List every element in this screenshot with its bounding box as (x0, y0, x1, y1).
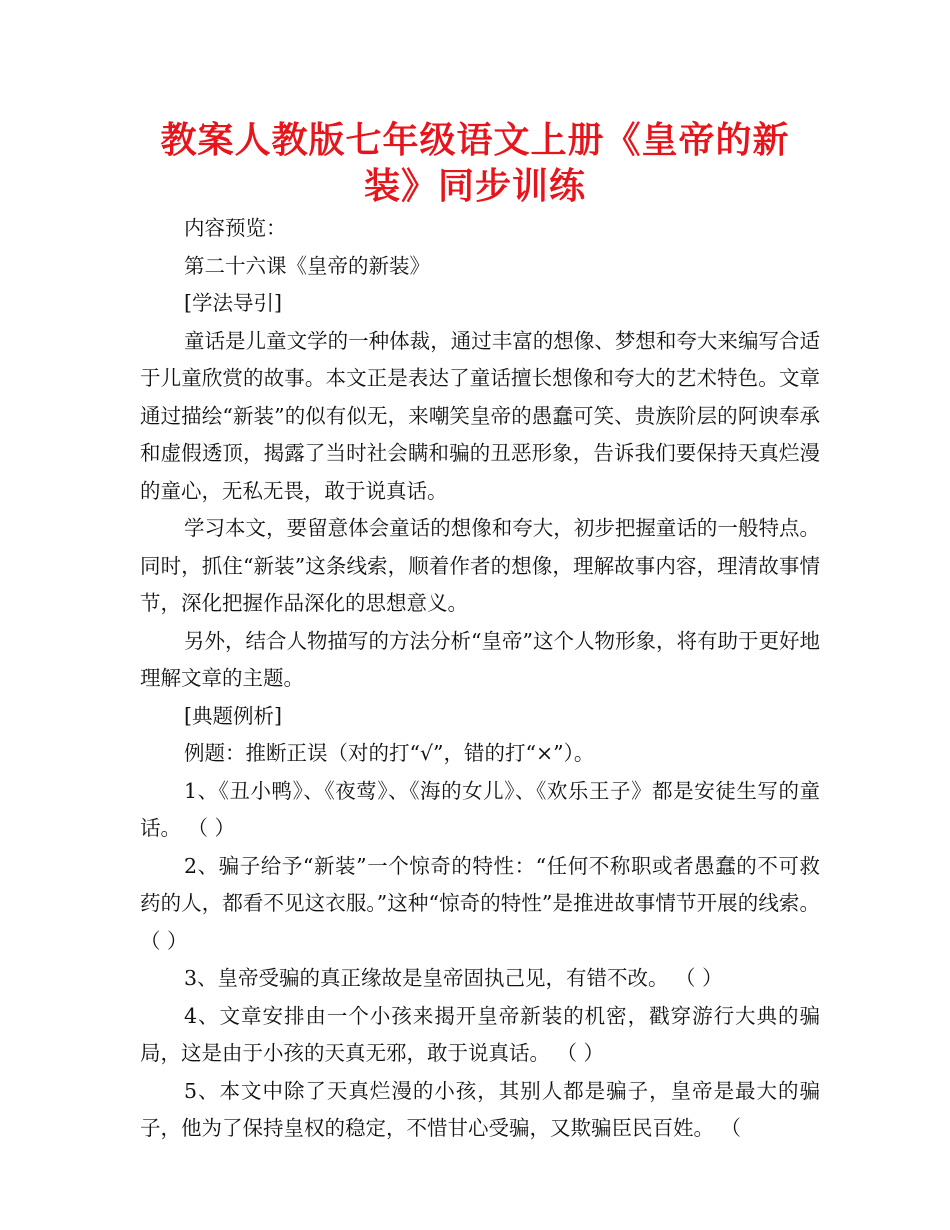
preview-label: 内容预览： (184, 216, 287, 240)
study-paragraph: 学习本文，要留意体会童话的想像和夸大，初步把握童话的一般特点。同时，抓住“新装”这条线索，顺着作者的想像，理解故事内容，理清故事情节，深化把握作品深化的思想意义。 (140, 516, 820, 615)
question-item: 3、皇帝受骗的真正缘故是皇帝固执己见，有错不改。 （ ） (184, 966, 723, 990)
document-body (140, 210, 820, 1148)
question-item: 5、本文中除了天真烂漫的小孩，其别人都是骗子，皇帝是最大的骗子，他为了保持皇权的稳定，不惜甘心受骗，又欺骗臣民百姓。 （ (140, 1078, 820, 1140)
document-title-line-1: 教案人教版七年级语文上册《皇帝的新 (160, 120, 790, 161)
question-item: 2、骗子给予“新装”一个惊奇的特性：“任何不称职或者愚蠢的不可救药的人，都看不见这衣服。”这种“惊奇的特性”是推进故事情节开展的线索。 （ ） (140, 853, 820, 953)
question-item: 4、文章安排由一个小孩来揭开皇帝新装的机密，戳穿游行大典的骗局，这是由于小孩的天真无邪，敢于说真话。 （ ） (140, 1003, 820, 1065)
document-title-line-2: 装》同步训练 (363, 166, 586, 207)
section-heading-examples: [典题例析] (184, 703, 282, 728)
example-instruction: 例题：推断正误（对的打“√”，错的打“×”）。 (184, 741, 595, 765)
question-item: 1、《丑小鸭》、《夜莺》、《海的女儿》、《欢乐王子》都是安徒生写的童话。 （ ） (140, 778, 820, 840)
intro-paragraph: 童话是儿童文学的一种体裁，通过丰富的想像、梦想和夸大来编写合适于儿童欣赏的故事。本文正是表达了童话擅长想像和夸大的艺术特色。文章通过描绘“新装”的似有似无，来嘲笑皇帝的愚蠢可笑、贵族阶层的阿谀奉承和虚假透顶，揭露了当时社会瞒和骗的丑恶形象，告诉我们要保持天真烂漫的童心，无私无畏，敢于说真话。 (140, 328, 820, 503)
section-heading-study-guide: [学法导引] (184, 291, 282, 315)
document-title (120, 118, 830, 210)
character-paragraph: 另外，结合人物描写的方法分析“皇帝”这个人物形象，将有助于更好地理解文章的主题。 (140, 628, 820, 690)
lesson-heading: 第二十六课《皇帝的新装》 (184, 253, 430, 278)
